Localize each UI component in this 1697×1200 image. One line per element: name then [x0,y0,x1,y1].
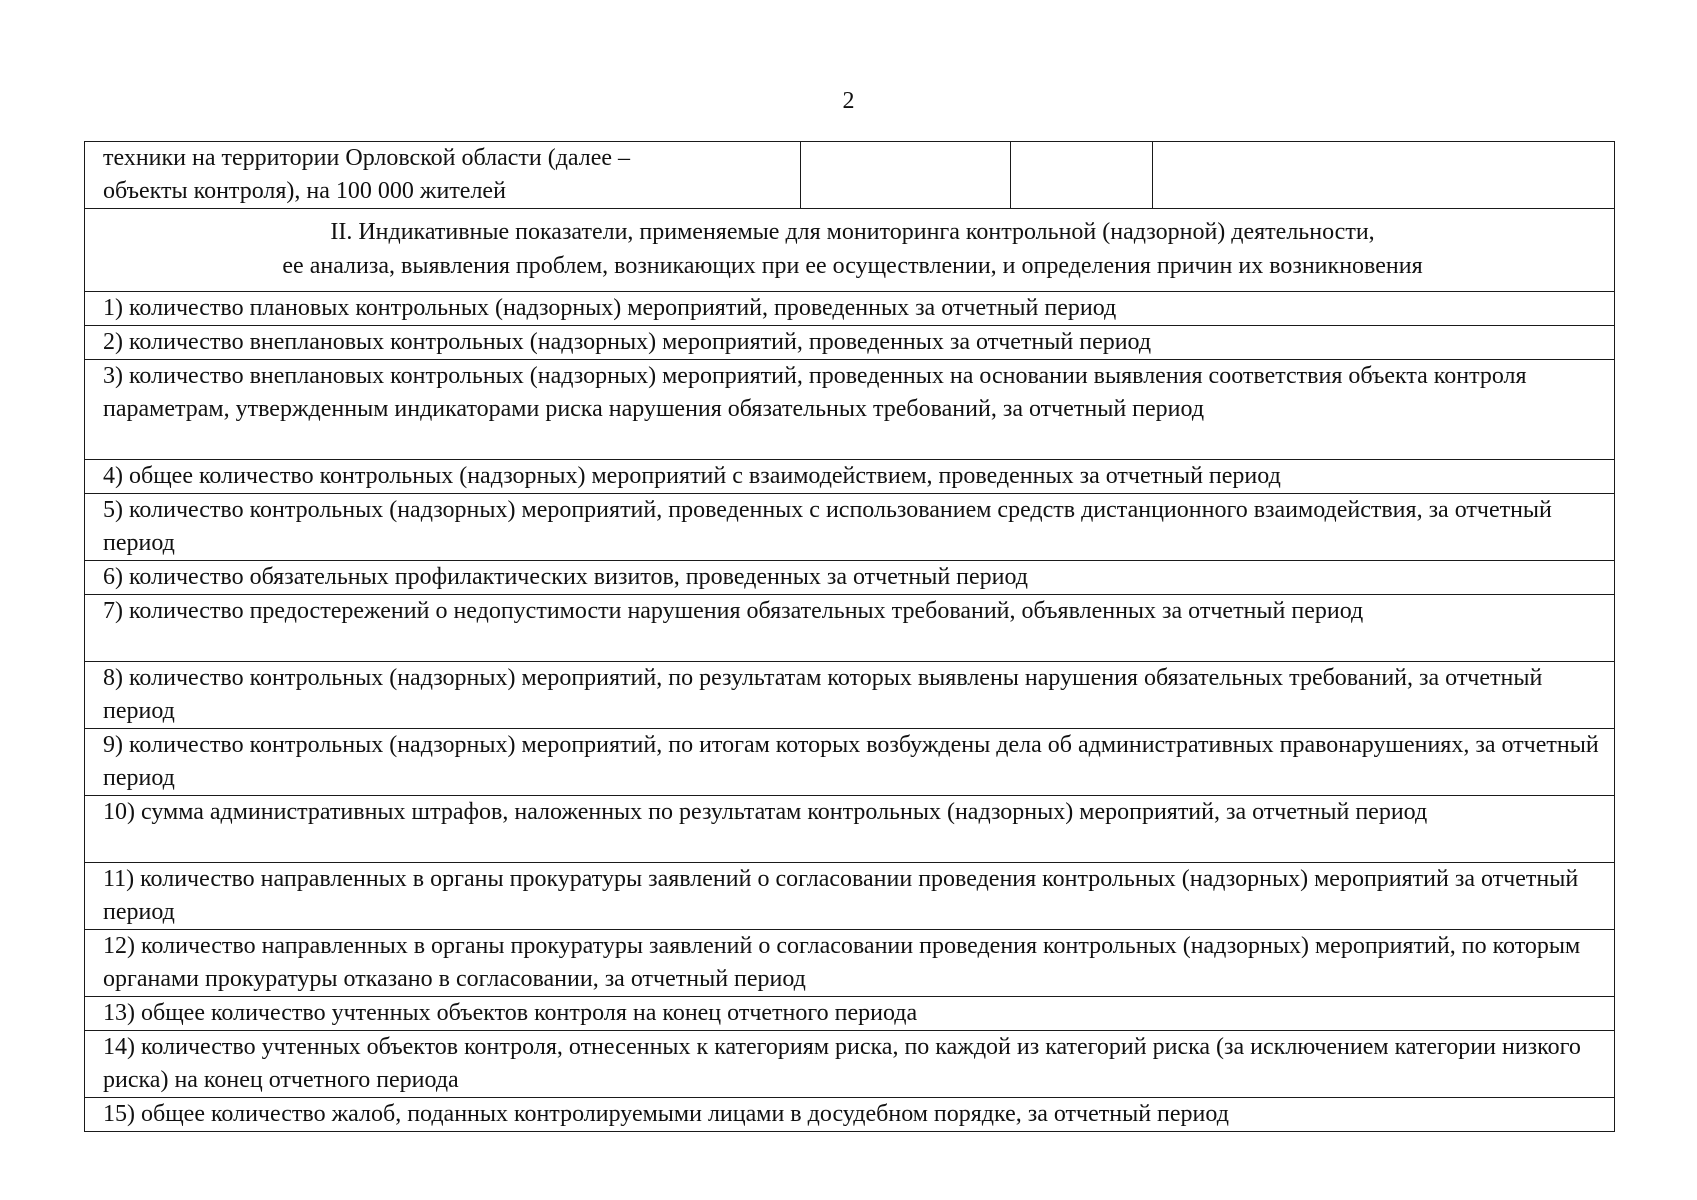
indicator-item-7: 7) количество предостережений о недопустимости нарушения обязательных требований, объявленных за отчетный период [85,595,1615,662]
table-row [85,292,1615,326]
indicator-item-3: 3) количество внеплановых контрольных (надзорных) мероприятий, проведенных на основании выявления соответствия объекта контроля параметрам, утвержденным индикаторами риска нарушения обязательных требований, за отчетный период [85,360,1615,460]
indicator-item-6: 6) количество обязательных профилактических визитов, проведенных за отчетный период [85,561,1615,595]
section-title-line-2: ее анализа, выявления проблем, возникающих при ее осуществлении, и определения причин их возникновения [282,253,1423,279]
indicator-item-8: 8) количество контрольных (надзорных) мероприятий, по результатам которых выявлены нарушения обязательных требований, за отчетный период [85,662,1615,729]
continued-row-line-2: объекты контроля), на 100 000 жителей [103,178,506,204]
indicators-table [84,141,1615,1132]
empty-cell [801,142,1011,209]
indicator-item-4: 4) общее количество контрольных (надзорных) мероприятий с взаимодействием, проведенных за отчетный период [85,460,1615,494]
table-row [85,729,1615,796]
page-number: 2 [842,88,855,114]
table-row [85,494,1615,561]
indicator-item-9: 9) количество контрольных (надзорных) мероприятий, по итогам которых возбуждены дела об административных правонарушениях, за отчетный период [85,729,1615,796]
table-row [85,863,1615,930]
empty-cell [1011,142,1153,209]
indicator-item-11: 11) количество направленных в органы прокуратуры заявлений о согласовании проведения контрольных (надзорных) мероприятий за отчетный период [85,863,1615,930]
table-row [85,662,1615,729]
indicator-item-15: 15) общее количество жалоб, поданных контролируемыми лицами в досудебном порядке, за отчетный период [85,1098,1615,1132]
indicator-item-14: 14) количество учтенных объектов контроля, отнесенных к категориям риска, по каждой из категорий риска (за исключением категории низкого риска) на конец отчетного периода [85,1031,1615,1098]
table-row [85,460,1615,494]
table-row [85,930,1615,997]
table-row [85,997,1615,1031]
indicator-item-12: 12) количество направленных в органы прокуратуры заявлений о согласовании проведения контрольных (надзорных) мероприятий, по которым органами прокуратуры отказано в согласовании, за отчетный период [85,930,1615,997]
continued-row-line-1: техники на территории Орловской области (далее – [103,145,631,171]
continued-row-text [85,142,801,209]
indicator-item-5: 5) количество контрольных (надзорных) мероприятий, проведенных с использованием средств дистанционного взаимодействия, за отчетный период [85,494,1615,561]
indicator-item-13: 13) общее количество учтенных объектов контроля на конец отчетного периода [85,997,1615,1031]
indicator-item-1: 1) количество плановых контрольных (надзорных) мероприятий, проведенных за отчетный период [85,292,1615,326]
table-row-continued [85,142,1615,209]
indicator-item-2: 2) количество внеплановых контрольных (надзорных) мероприятий, проведенных за отчетный период [85,326,1615,360]
section-header-row [85,209,1615,292]
indicator-item-10: 10) сумма административных штрафов, наложенных по результатам контрольных (надзорных) мероприятий, за отчетный период [85,796,1615,863]
section-title [85,209,1615,292]
table-row [85,326,1615,360]
empty-cell [1153,142,1615,209]
table-row [85,595,1615,662]
table-row [85,1098,1615,1132]
table-row [85,796,1615,863]
section-title-line-1: II. Индикативные показатели, применяемые для мониторинга контрольной (надзорной) деятельности, [330,219,1375,245]
table-row [85,561,1615,595]
table-row [85,1031,1615,1098]
table-row [85,360,1615,460]
